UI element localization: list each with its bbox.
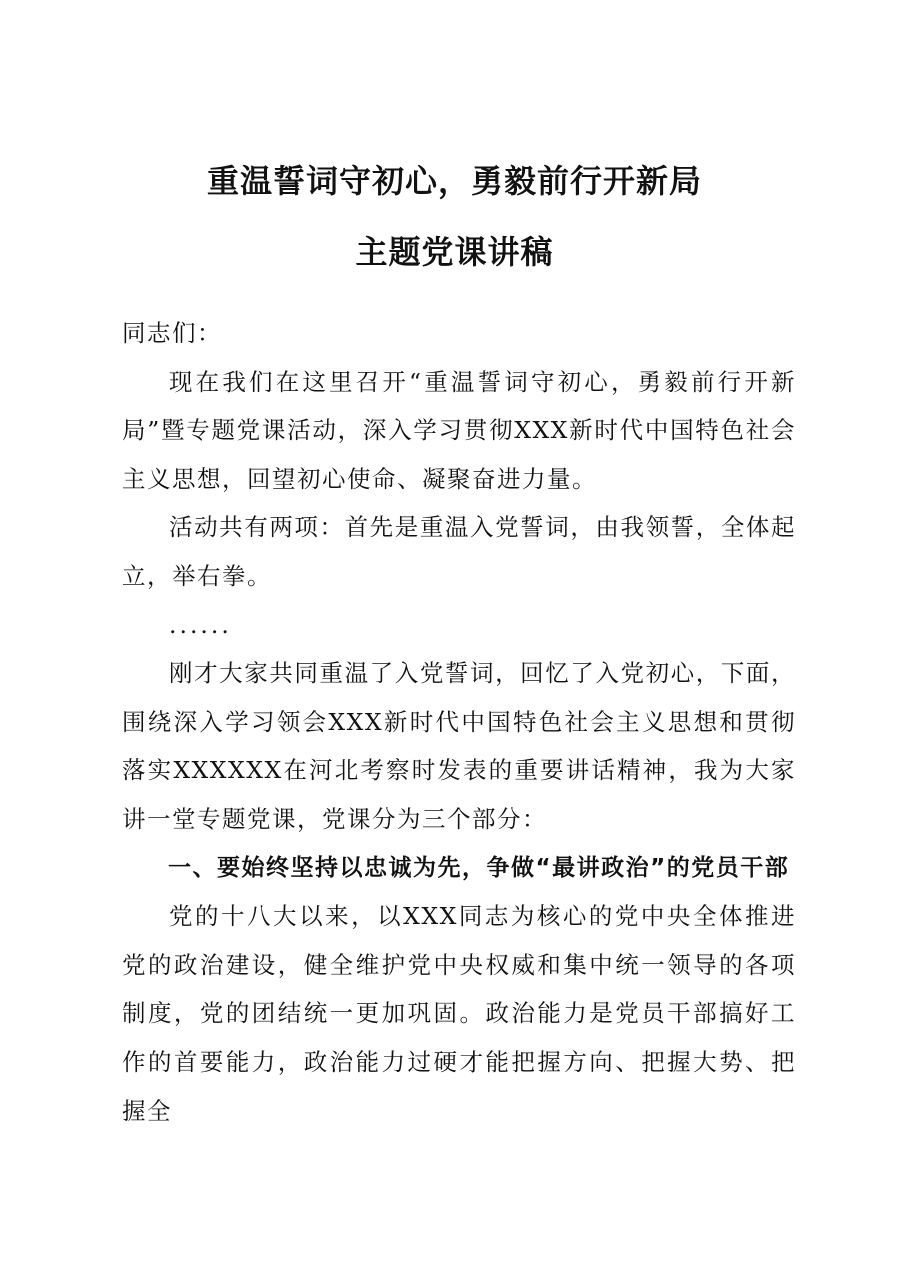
paragraph-section-1: 党的十八大以来，以XXX同志为核心的党中央全体推进党的政治建设，健全维护党中央权威和集中统一领导的各项制度，党的团结统一更加巩固。政治能力是党员干部搞好工作的首要能力，政治能力过硬才能把握方向、把握大势、把握全 [122, 902, 796, 1125]
document-title-line-2: 主题党课讲稿 [355, 233, 554, 271]
paragraph-ellipsis: ...... [169, 610, 232, 639]
paragraph-activities: 活动共有两项：首先是重温入党誓词，由我领誓，全体起立，举右拳。 [122, 513, 796, 590]
section-heading-1: 一、要始终坚持以忠诚为先，争做“最讲政治”的党员干部 [168, 854, 790, 881]
greeting: 同志们： [122, 319, 222, 347]
paragraph-intro: 现在我们在这里召开“重温誓词守初心，勇毅前行开新局”暨专题党课活动，深入学习贯彻XXX新时代中国特色社会主义思想，回望初心使命、凝聚奋进力量。 [122, 367, 796, 493]
document-body [122, 309, 796, 1135]
document-title-line-1: 重温誓词守初心，勇毅前行开新局 [206, 162, 702, 200]
paragraph-lesson-intro: 刚才大家共同重温了入党誓词，回忆了入党初心，下面，围绕深入学习领会XXX新时代中国特色社会主义思想和贯彻落实XXXXXX在河北考察时发表的重要讲话精神，我为大家讲一堂专题党课，党课分为三个部分： [122, 659, 796, 833]
